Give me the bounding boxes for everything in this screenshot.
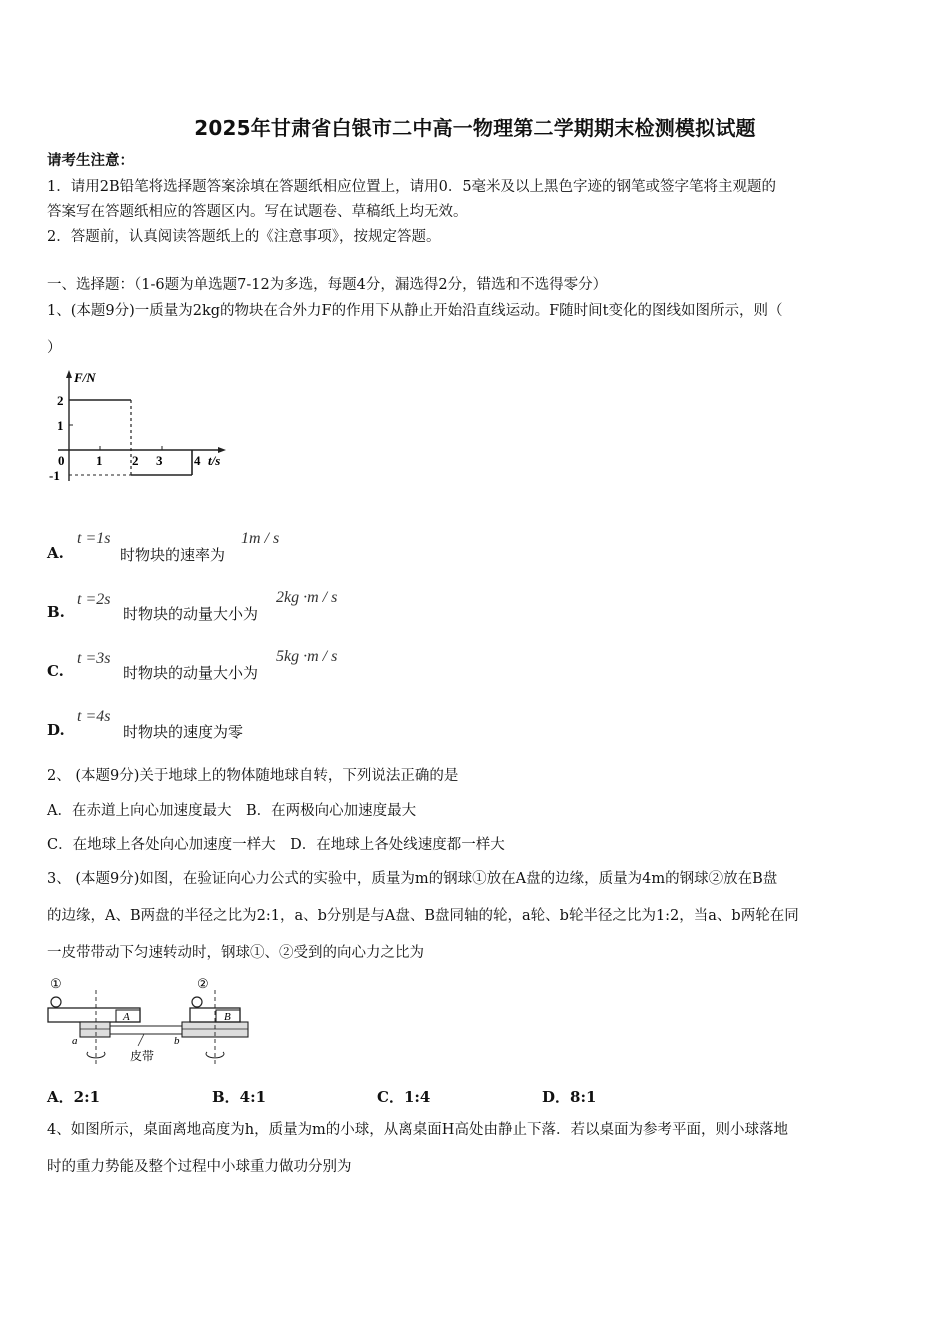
q1-option-b-condition: t =2s [77,591,111,608]
q1-option-a-condition: t =1s [77,530,111,547]
q1-option-d-text: 时物块的速度为零 [123,723,244,741]
q4-stem-line-1: 4、如图所示，桌面离地高度为h，质量为m的小球，从离桌面H高处由静止下落．若以桌面为参考平面，则小球落地 [47,1122,788,1138]
q3-disk-b-label: B [224,1011,231,1023]
q1-graph-x-tick-2: 2 [132,453,139,468]
q1-graph-y-label: F/N [74,370,96,385]
notice-heading: 请考生注意： [47,152,134,169]
q3-choice-c: C．1:4 [377,1088,431,1106]
q3-choice-b: B．4:1 [212,1088,267,1106]
q3-wheel-a-label: a [72,1035,78,1047]
q3-choice-d: D．8:1 [542,1088,597,1106]
notice-item-1-line-2: 答案写在答题纸相应的答题区内。写在试题卷、草稿纸上均无效。 [47,204,468,220]
q1-option-c-letter: C. [47,662,64,680]
q2-options-row-1: A．在赤道上向心加速度最大 B．在两极向心加速度最大 [47,803,417,819]
q1-option-a-text: 时物块的速率为 [120,546,226,564]
q3-stem-line-2: 的边缘，A、B两盘的半径之比为2:1，a、b分别是与A盘、B盘同轴的轮，a轮、b轮半径之比为1:2，当a、b两轮在同 [47,908,799,924]
q1-stem-line-1: 1、(本题9分)一质量为2kg的物块在合外力F的作用下从静止开始沿直线运动。F随时间t变化的图线如图所示，则（ [47,303,783,319]
q1-option-c-condition: t =3s [77,650,111,667]
q1-option-a-letter: A. [47,544,64,562]
q1-option-c-value: 5kg ·m / s [276,648,338,665]
q3-centripetal-apparatus-figure [40,972,260,1072]
q1-option-b-letter: B. [47,603,65,621]
q3-disk-a-label: A [123,1011,130,1023]
q3-ball-2-label: ② [197,976,209,991]
section-heading-choice: 一、选择题：（1-6题为单选题7-12为多选，每题4分，漏选得2分，错选和不选得零分） [47,277,608,293]
notice-item-2: 2．答题前，认真阅读答题纸上的《注意事项》，按规定答题。 [47,229,441,245]
q1-option-d-condition: t =4s [77,708,111,725]
q1-graph-x-tick-1: 1 [96,453,103,468]
q1-option-b-value: 2kg ·m / s [276,589,338,606]
q1-graph-y-tick-neg1: -1 [49,468,60,483]
notice-item-1-line-1: 1．请用2B铅笔将选择题答案涂填在答题纸相应位置上，请用0．5毫米及以上黑色字迹的钢笔或签字笔将主观题的 [47,179,777,195]
q2-options-row-2: C．在地球上各处向心加速度一样大 D．在地球上各处线速度都一样大 [47,837,505,853]
q1-graph-x-tick-4: 4 [194,453,201,468]
q1-option-c-text: 时物块的动量大小为 [123,664,259,682]
q1-graph-y-tick-2: 2 [57,393,64,408]
q3-belt-label: 皮带 [130,1049,155,1063]
q3-choice-a: A．2:1 [47,1088,101,1106]
exam-title: 2025年甘肃省白银市二中高一物理第二学期期末检测模拟试题 [194,116,756,140]
q3-stem-line-1: 3、 (本题9分)如图，在验证向心力公式的实验中，质量为m的钢球①放在A盘的边缘，质量为4m的钢球②放在B盘 [47,871,778,887]
q1-force-time-graph [40,367,240,497]
q1-stem-line-2: ） [47,340,62,356]
q3-wheel-b-label: b [174,1035,180,1047]
q1-graph-y-tick-1: 1 [57,418,64,433]
q1-graph-x-tick-0: 0 [58,453,65,468]
q1-option-b-text: 时物块的动量大小为 [123,605,259,623]
q3-ball-1-label: ① [50,976,62,991]
q3-stem-line-3: 一皮带带动下匀速转动时，钢球①、②受到的向心力之比为 [47,945,424,961]
q4-stem-line-2: 时的重力势能及整个过程中小球重力做功分别为 [47,1159,352,1175]
q1-option-a-value: 1m / s [241,530,280,547]
q1-graph-x-label: t/s [208,453,221,468]
q1-option-d-letter: D. [47,721,65,739]
q2-stem: 2、 (本题9分)关于地球上的物体随地球自转，下列说法正确的是 [47,768,459,784]
q1-graph-x-tick-3: 3 [156,453,163,468]
